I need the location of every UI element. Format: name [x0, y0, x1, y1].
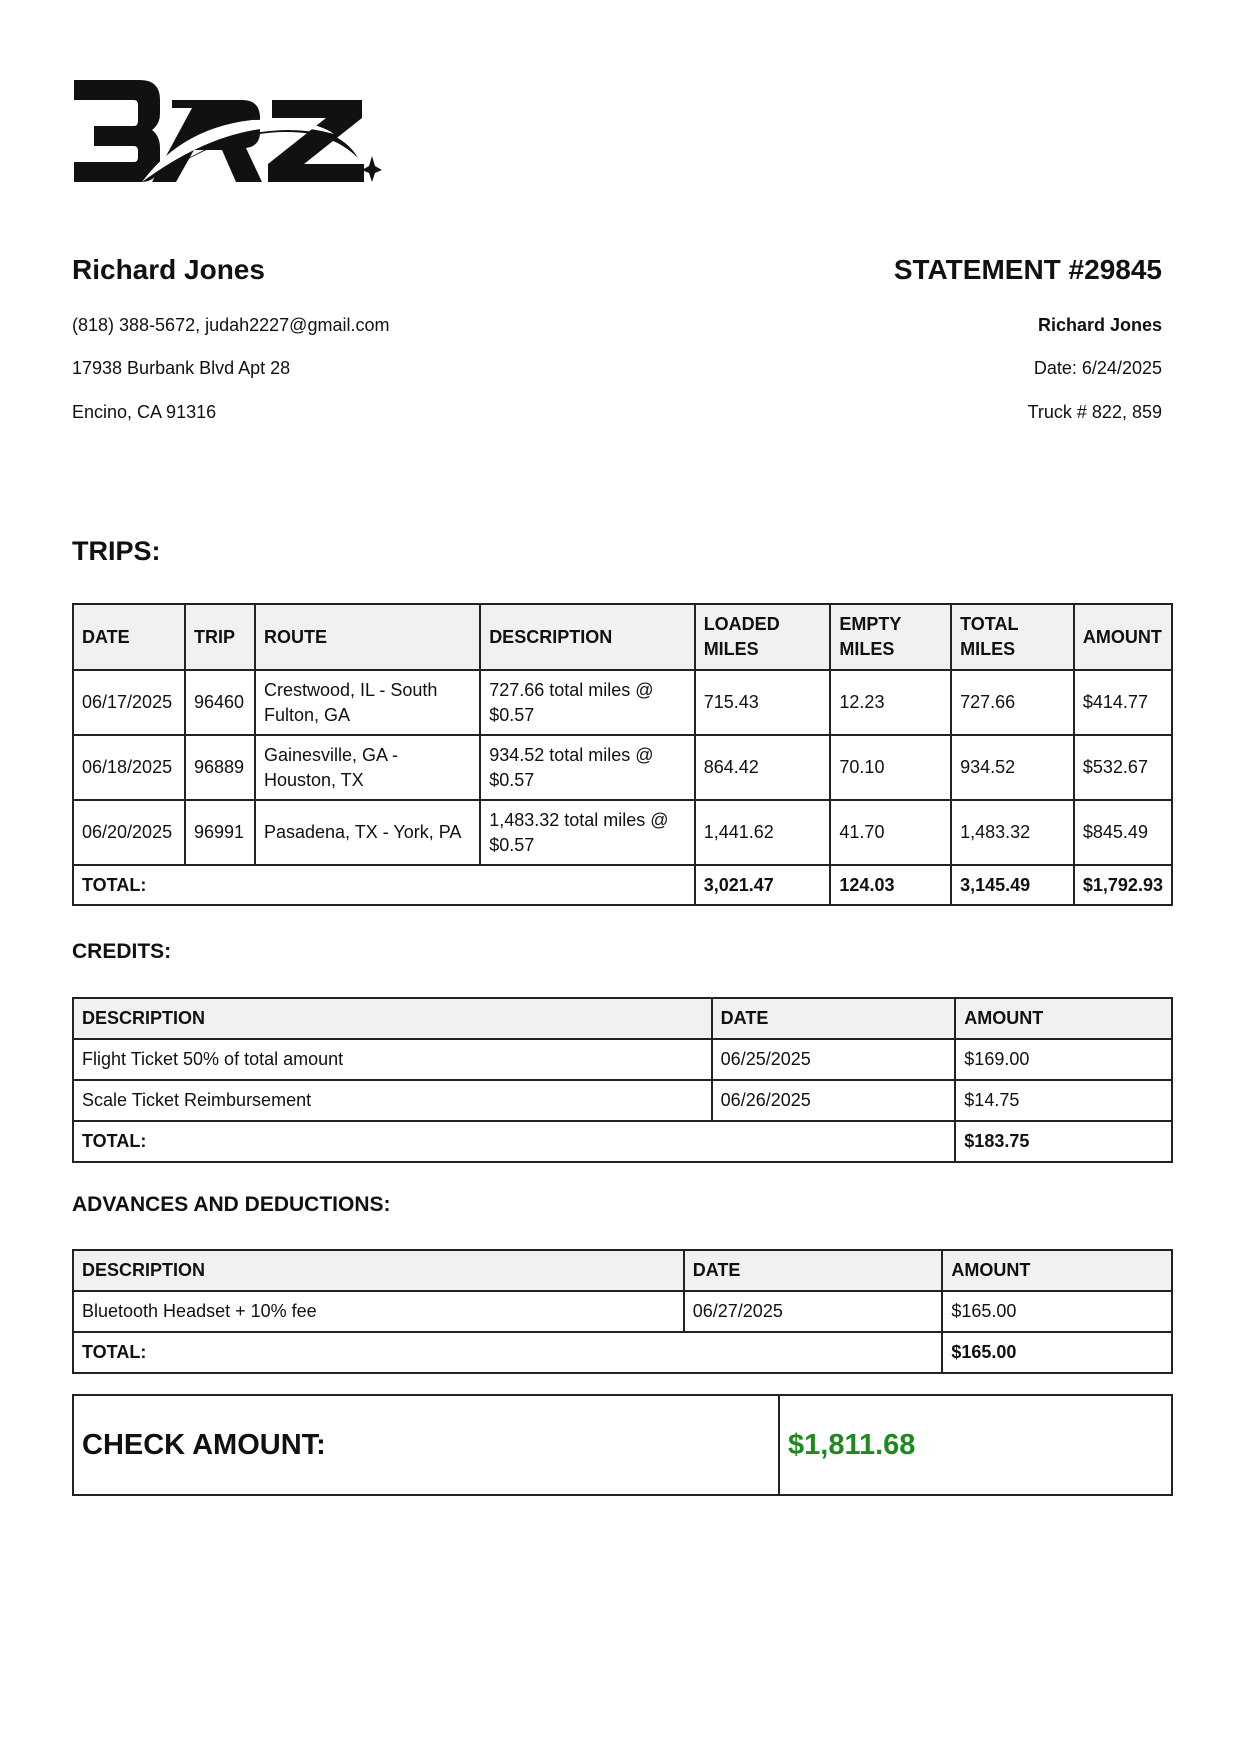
statement-info	[893, 252, 1162, 422]
trip-amount: $414.77	[1074, 670, 1172, 735]
trip-loaded-miles: 864.42	[695, 735, 831, 800]
trip-number: 96460	[185, 670, 255, 735]
table-row	[73, 670, 1172, 735]
total-amount: $165.00	[942, 1332, 1172, 1373]
total-total-miles: 3,145.49	[951, 865, 1074, 905]
credits-table	[72, 997, 1173, 1163]
table-header-row	[73, 1250, 1172, 1291]
statement-name: Richard Jones	[1037, 315, 1162, 335]
statement-header	[72, 252, 1162, 432]
credits-title: CREDITS:	[72, 940, 172, 963]
total-amount: $183.75	[955, 1121, 1172, 1162]
trip-route: Pasadena, TX - York, PA	[255, 800, 480, 865]
trips-total-row	[73, 865, 1172, 905]
column-header: DATE	[712, 998, 956, 1039]
total-label: TOTAL:	[73, 1332, 942, 1373]
column-header: DATE	[73, 604, 185, 670]
driver-name: Richard Jones	[72, 254, 265, 285]
table-row	[73, 735, 1172, 800]
driver-info	[72, 252, 390, 422]
credit-description: Scale Ticket Reimbursement	[73, 1080, 712, 1121]
column-header: TRIP	[185, 604, 255, 670]
trip-description: 934.52 total miles @ $0.57	[480, 735, 695, 800]
trip-description: 727.66 total miles @ $0.57	[480, 670, 695, 735]
total-label: TOTAL:	[73, 865, 695, 905]
column-header: EMPTY MILES	[830, 604, 951, 670]
check-amount-value: $1,811.68	[779, 1395, 1172, 1495]
driver-address-line2: Encino, CA 91316	[72, 402, 217, 422]
trip-empty-miles: 12.23	[830, 670, 951, 735]
trip-date: 06/17/2025	[73, 670, 185, 735]
trip-total-miles: 1,483.32	[951, 800, 1074, 865]
trip-description: 1,483.32 total miles @ $0.57	[480, 800, 695, 865]
trip-number: 96889	[185, 735, 255, 800]
advance-amount: $165.00	[942, 1291, 1172, 1332]
advances-title: ADVANCES AND DEDUCTIONS:	[72, 1193, 391, 1216]
column-header: TOTAL MILES	[951, 604, 1074, 670]
trip-route: Gainesville, GA - Houston, TX	[255, 735, 480, 800]
total-label: TOTAL:	[73, 1121, 955, 1162]
trip-amount: $845.49	[1074, 800, 1172, 865]
table-row	[73, 1039, 1172, 1080]
column-header: DATE	[684, 1250, 943, 1291]
statement-date: Date: 6/24/2025	[1033, 358, 1162, 378]
trip-date: 06/18/2025	[73, 735, 185, 800]
table-header-row	[73, 998, 1172, 1039]
column-header: DESCRIPTION	[73, 1250, 684, 1291]
trip-loaded-miles: 715.43	[695, 670, 831, 735]
trips-table	[72, 603, 1173, 906]
advances-table	[72, 1249, 1173, 1374]
trip-number: 96991	[185, 800, 255, 865]
check-amount-box	[72, 1394, 1173, 1496]
trip-date: 06/20/2025	[73, 800, 185, 865]
credit-amount: $14.75	[955, 1080, 1172, 1121]
advance-date: 06/27/2025	[684, 1291, 943, 1332]
star-icon	[362, 156, 382, 182]
total-loaded-miles: 3,021.47	[695, 865, 831, 905]
table-row	[73, 1291, 1172, 1332]
statement-title: STATEMENT #29845	[893, 254, 1162, 285]
trip-amount: $532.67	[1074, 735, 1172, 800]
table-row	[73, 1080, 1172, 1121]
credits-total-row	[73, 1121, 1172, 1162]
total-empty-miles: 124.03	[830, 865, 951, 905]
column-header: DESCRIPTION	[73, 998, 712, 1039]
driver-contact: (818) 388-5672, judah2227@gmail.com	[72, 315, 390, 335]
column-header: LOADED MILES	[695, 604, 831, 670]
trip-empty-miles: 70.10	[830, 735, 951, 800]
trip-total-miles: 727.66	[951, 670, 1074, 735]
trips-title: TRIPS:	[72, 536, 161, 566]
trip-total-miles: 934.52	[951, 735, 1074, 800]
check-row	[73, 1395, 1172, 1495]
statement-truck: Truck # 822, 859	[1027, 402, 1162, 422]
credit-date: 06/26/2025	[712, 1080, 956, 1121]
advance-description: Bluetooth Headset + 10% fee	[73, 1291, 684, 1332]
column-header: AMOUNT	[1074, 604, 1172, 670]
trip-loaded-miles: 1,441.62	[695, 800, 831, 865]
credit-description: Flight Ticket 50% of total amount	[73, 1039, 712, 1080]
total-amount: $1,792.93	[1074, 865, 1172, 905]
trip-empty-miles: 41.70	[830, 800, 951, 865]
column-header: AMOUNT	[955, 998, 1172, 1039]
column-header: ROUTE	[255, 604, 480, 670]
credit-date: 06/25/2025	[712, 1039, 956, 1080]
column-header: DESCRIPTION	[480, 604, 695, 670]
column-header: AMOUNT	[942, 1250, 1172, 1291]
credit-amount: $169.00	[955, 1039, 1172, 1080]
trip-route: Crestwood, IL - South Fulton, GA	[255, 670, 480, 735]
table-header-row	[73, 604, 1172, 670]
check-amount-label: CHECK AMOUNT:	[73, 1395, 779, 1495]
brz-logo	[72, 78, 382, 193]
advances-total-row	[73, 1332, 1172, 1373]
driver-address-line1: 17938 Burbank Blvd Apt 28	[72, 358, 291, 378]
table-row	[73, 800, 1172, 865]
